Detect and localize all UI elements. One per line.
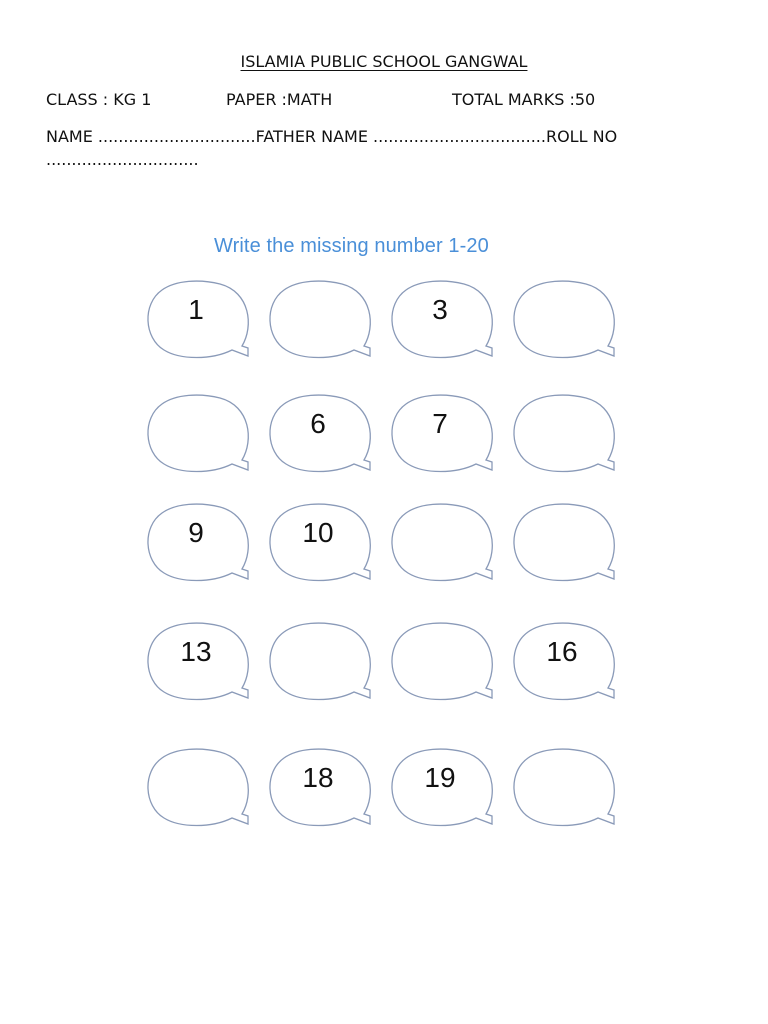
number-bubble — [146, 622, 256, 712]
class-label: CLASS : KG 1 — [46, 90, 152, 109]
speech-bubble-outline — [390, 503, 500, 593]
bubble-number: 13 — [180, 636, 212, 667]
number-bubble — [390, 280, 500, 370]
speech-bubble-outline — [268, 280, 378, 370]
worksheet-instruction: Write the missing number 1-20 — [214, 235, 489, 257]
speech-bubble-outline — [512, 748, 622, 838]
number-bubble — [268, 748, 378, 838]
number-bubble — [512, 503, 622, 593]
bubble-number: 16 — [546, 636, 578, 667]
total-marks-label: TOTAL MARKS :50 — [452, 90, 596, 109]
speech-bubble-outline — [390, 622, 500, 712]
number-bubble — [512, 622, 622, 712]
speech-bubble-outline — [512, 280, 622, 370]
bubble-number: 19 — [424, 762, 456, 793]
bubble-number: 6 — [310, 408, 326, 439]
school-title: ISLAMIA PUBLIC SCHOOL GANGWAL — [240, 52, 528, 71]
number-bubble — [146, 503, 256, 593]
number-bubble — [512, 280, 622, 370]
bubble-number: 7 — [432, 408, 448, 439]
number-bubble — [268, 394, 378, 484]
number-bubble — [390, 503, 500, 593]
bubble-number: 10 — [302, 517, 334, 548]
bubble-number: 3 — [432, 294, 448, 325]
number-bubble — [512, 394, 622, 484]
number-bubble — [512, 748, 622, 838]
number-bubble — [390, 394, 500, 484]
student-details-line-continued: .............................. — [46, 150, 199, 169]
number-bubble — [268, 503, 378, 593]
bubble-number: 9 — [188, 517, 204, 548]
number-bubble — [390, 748, 500, 838]
number-bubble — [146, 748, 256, 838]
number-bubble — [390, 622, 500, 712]
speech-bubble-outline — [268, 622, 378, 712]
number-bubble — [268, 622, 378, 712]
paper-label: PAPER :MATH — [226, 90, 333, 109]
bubble-number: 18 — [302, 762, 334, 793]
number-bubble — [146, 280, 256, 370]
speech-bubble-outline — [146, 748, 256, 838]
speech-bubble-outline — [512, 503, 622, 593]
number-bubble — [146, 394, 256, 484]
speech-bubble-outline — [512, 394, 622, 484]
number-bubble — [268, 280, 378, 370]
speech-bubble-outline — [146, 394, 256, 484]
bubble-number: 1 — [188, 294, 204, 325]
student-details-line: NAME ...............................FATHER NAME ..................................ROLL NO — [46, 127, 618, 146]
